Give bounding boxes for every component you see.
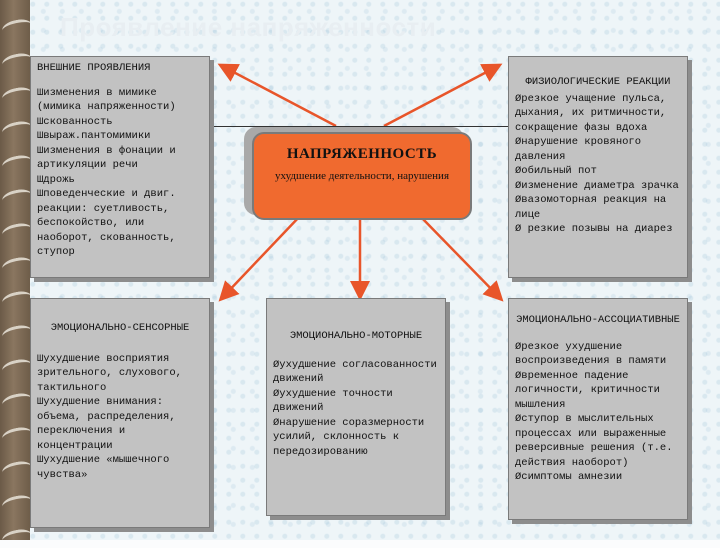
list-item: Ø резкие позывы на диарез — [515, 223, 673, 235]
list-item: Шизменения в фонации и артикуляции речи — [37, 144, 182, 171]
list-item: Швыраж.пантомимики — [37, 130, 151, 142]
list-item: Øвременное падение логичности, критичности мышления — [515, 369, 667, 411]
physiological-reactions-box — [508, 56, 688, 278]
list-item: Øобильный пот — [515, 165, 597, 177]
list-item: Øнарушение кровяного давления — [515, 136, 648, 163]
arrow-to-sensory — [222, 216, 300, 298]
emotional-associative-box — [508, 298, 688, 520]
slide-title: Проявление напряженности — [60, 12, 437, 42]
divider-line — [212, 126, 508, 127]
list-item: Шухудшение внимания: объема, распределения, переключения и концентрации — [37, 396, 182, 452]
emotional-sensory-box — [30, 298, 210, 528]
box-heading: ФИЗИОЛОГИЧЕСКИЕ РЕАКЦИИ — [525, 76, 671, 88]
center-subtitle: ухудшение деятельности, нарушения — [274, 170, 450, 182]
box-heading: ВНЕШНИЕ ПРОЯВЛЕНИЯ — [37, 62, 151, 74]
external-manifestations-box — [30, 56, 210, 278]
list-item: Шповеденческие и двиг. реакции: суетливость, беспокойство, или наоборот, скованность, ступор — [37, 188, 182, 258]
list-item: Шскованность — [37, 115, 113, 128]
list-item: Øухудшение точности движений — [273, 387, 400, 414]
list-item: Øступор в мыслительных процессах или выраженные реверсивные решения (т.е. действия наоборот) — [515, 413, 679, 469]
list-item: Шдрожь — [37, 173, 75, 186]
list-item: Шухудшение «мышечного чувства» — [37, 454, 176, 481]
list-item: Øизменение диаметра зрачка — [515, 179, 679, 192]
list-item: Øсимптомы амнезии — [515, 471, 623, 483]
list-item: Шухудшение восприятия зрительного, слухового, тактильного — [37, 352, 189, 394]
emotional-motor-box — [266, 298, 446, 516]
list-item: Øухудшение согласованности движений — [273, 358, 444, 385]
box-heading: ЭМОЦИОНАЛЬНО-МОТОРНЫЕ — [289, 330, 423, 342]
arrow-to-physio — [384, 66, 498, 126]
central-tension-node — [252, 132, 472, 220]
list-item: Шизменения в мимике (мимика напряженности) — [37, 86, 176, 113]
box-heading: ЭМОЦИОНАЛЬНО-СЕНСОРНЫЕ — [50, 322, 190, 334]
box-heading: ЭМОЦИОНАЛЬНО-АССОЦИАТИВНЫЕ — [516, 314, 680, 326]
center-title: НАПРЯЖЕННОСТЬ — [286, 146, 438, 162]
list-item: Øрезкое ухудшение воспроизведения в памяти — [515, 340, 667, 367]
list-item: Øрезкое учащение пульса, дыхания, их ритмичности, сокращение фазы вдоха — [515, 92, 673, 134]
arrow-to-assoc — [420, 216, 500, 298]
list-item: Øнарушение соразмерности усилий, склонность к передозированию — [273, 416, 431, 458]
arrow-to-external — [222, 66, 336, 126]
list-item: Øвазомоторная реакция на лице — [515, 194, 673, 221]
